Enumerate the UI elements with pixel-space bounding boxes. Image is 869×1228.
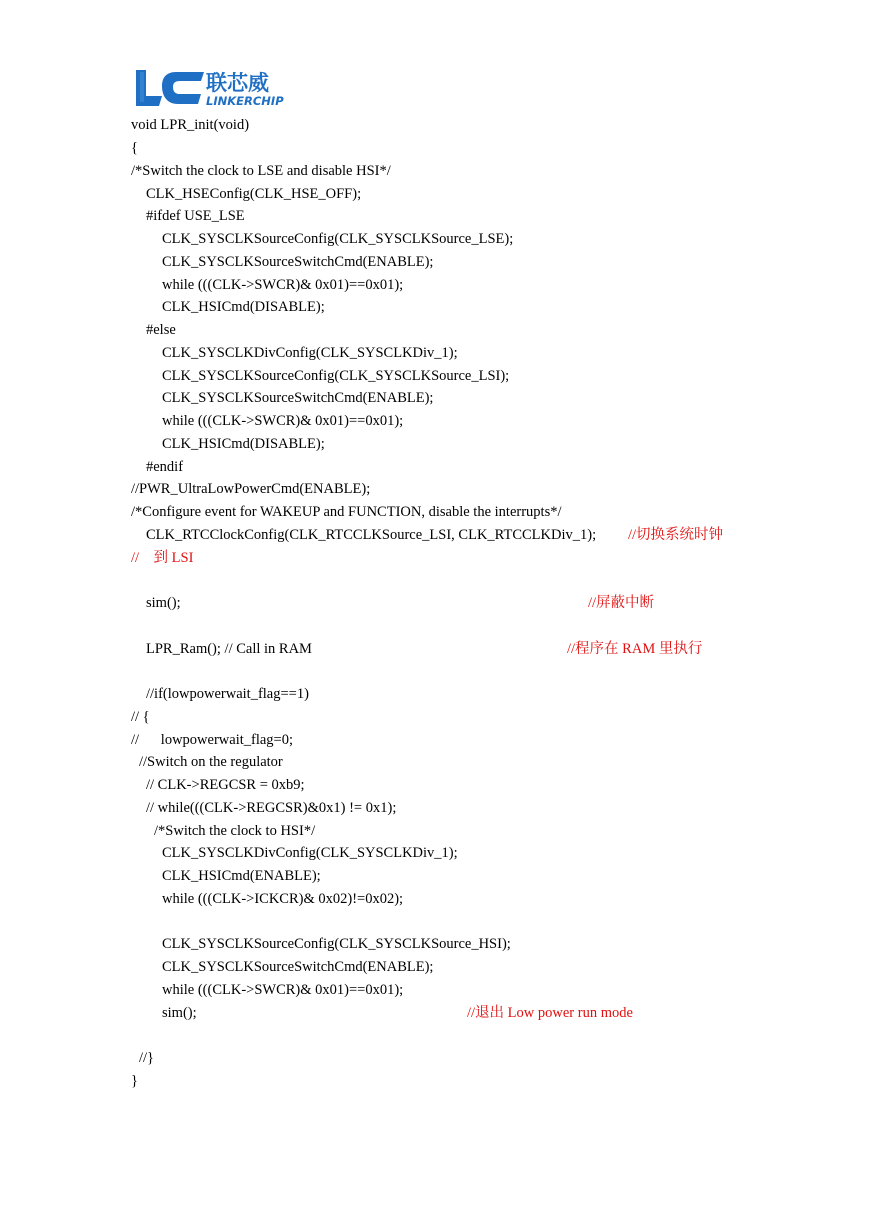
logo-english-text: LINKERCHIP — [206, 94, 284, 108]
code-line: CLK_SYSCLKSourceSwitchCmd(ENABLE); — [162, 959, 434, 975]
code-line: while (((CLK->SWCR)& 0x01)==0x01); — [162, 277, 404, 293]
code-line: #endif — [146, 459, 184, 475]
code-line: //PWR_UltraLowPowerCmd(ENABLE); — [131, 481, 371, 497]
code-line: LPR_Ram(); // Call in RAM — [146, 641, 312, 657]
code-line: CLK_HSICmd(DISABLE); — [162, 299, 325, 315]
code-comment: //程序在 RAM 里执行 — [567, 641, 703, 657]
code-line: CLK_SYSCLKSourceConfig(CLK_SYSCLKSource_HSI); — [162, 936, 511, 952]
code-line: CLK_RTCClockConfig(CLK_RTCCLKSource_LSI, CLK_RTCCLKDiv_1); — [146, 527, 597, 543]
code-line: void LPR_init(void) — [131, 117, 250, 133]
code-comment: // 到 LSI — [131, 550, 194, 566]
code-line: CLK_SYSCLKSourceSwitchCmd(ENABLE); — [162, 390, 434, 406]
code-line: { — [131, 140, 138, 156]
code-line: /*Configure event for WAKEUP and FUNCTION, disable the interrupts*/ — [131, 504, 562, 520]
linkerchip-logo — [132, 64, 298, 110]
code-line: CLK_SYSCLKDivConfig(CLK_SYSCLKDiv_1); — [162, 845, 458, 861]
code-line: //} — [139, 1050, 155, 1066]
code-line: sim(); — [162, 1005, 197, 1021]
code-line: CLK_HSEConfig(CLK_HSE_OFF); — [146, 186, 362, 202]
code-line: /*Switch the clock to HSI*/ — [154, 823, 316, 839]
code-comment: //屏蔽中断 — [588, 595, 655, 611]
code-line: // lowpowerwait_flag=0; — [131, 732, 294, 748]
code-line: while (((CLK->SWCR)& 0x01)==0x01); — [162, 982, 404, 998]
code-line: //if(lowpowerwait_flag==1) — [146, 686, 309, 702]
code-line: // CLK->REGCSR = 0xb9; — [146, 777, 305, 793]
code-line: while (((CLK->ICKCR)& 0x02)!=0x02); — [162, 891, 404, 907]
code-line: CLK_SYSCLKSourceSwitchCmd(ENABLE); — [162, 254, 434, 270]
code-line: // while(((CLK->REGCSR)&0x1) != 0x1); — [146, 800, 397, 816]
code-line: while (((CLK->SWCR)& 0x01)==0x01); — [162, 413, 404, 429]
code-line: sim(); — [146, 595, 181, 611]
code-line: #else — [146, 322, 176, 338]
code-line: //Switch on the regulator — [139, 754, 283, 770]
code-line: CLK_HSICmd(ENABLE); — [162, 868, 321, 884]
code-line: } — [131, 1073, 138, 1089]
logo-chinese-text: 联芯威 — [206, 71, 269, 95]
code-line: #ifdef USE_LSE — [146, 208, 245, 224]
code-line: CLK_SYSCLKSourceConfig(CLK_SYSCLKSource_LSI); — [162, 368, 510, 384]
code-line: CLK_SYSCLKDivConfig(CLK_SYSCLKDiv_1); — [162, 345, 458, 361]
code-comment: //退出 Low power run mode — [467, 1005, 633, 1021]
code-line: /*Switch the clock to LSE and disable HSI*/ — [131, 163, 391, 179]
code-line: CLK_SYSCLKSourceConfig(CLK_SYSCLKSource_LSE); — [162, 231, 514, 247]
code-line: CLK_HSICmd(DISABLE); — [162, 436, 325, 452]
code-line: // { — [131, 709, 150, 725]
code-comment: //切换系统时钟 — [628, 527, 724, 543]
